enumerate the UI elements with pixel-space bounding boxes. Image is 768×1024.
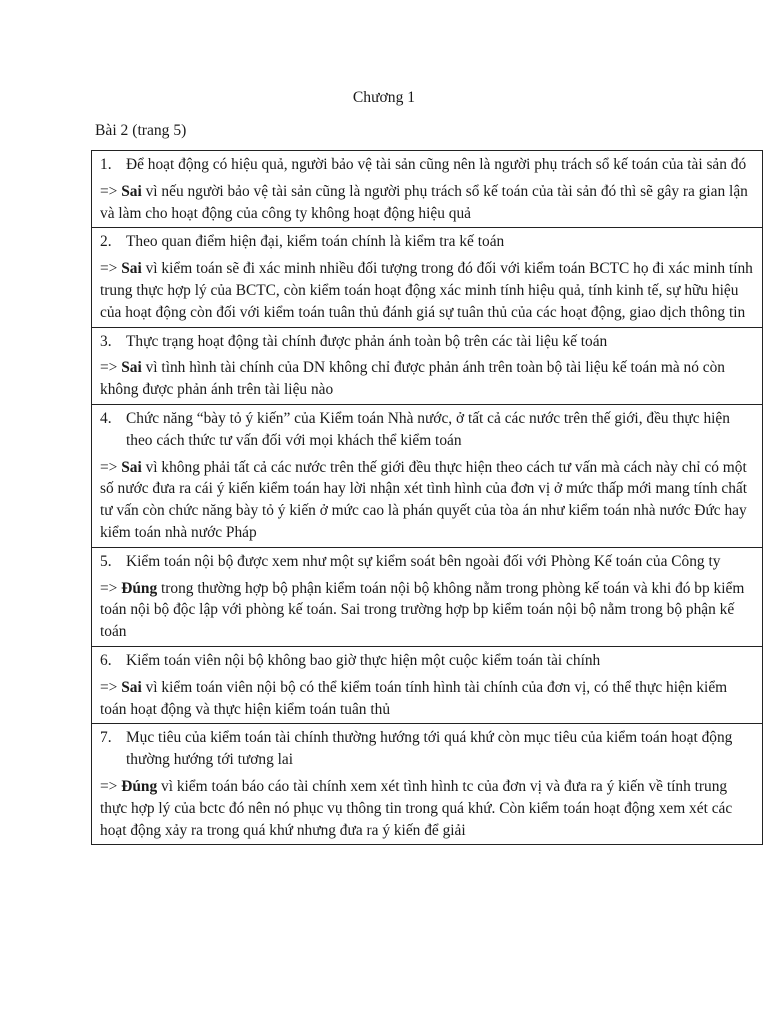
qa-cell	[92, 724, 763, 845]
answer-text: vì kiểm toán viên nội bộ có thể kiểm toán tính hình tài chính của đơn vị, có thể thực hiện kiểm toán hoạt động và thực hiện kiểm toán tuân thủ	[100, 678, 728, 718]
verdict-label: Đúng	[121, 777, 158, 795]
answer-arrow: =>	[100, 678, 122, 696]
qa-row	[92, 724, 763, 845]
question-number: 1.	[100, 156, 112, 173]
question	[100, 154, 754, 176]
question-text: Theo quan điểm hiện đại, kiểm toán chính là kiểm tra kế toán	[126, 233, 505, 251]
answer-arrow: =>	[100, 260, 122, 278]
answer-arrow: =>	[100, 182, 122, 200]
qa-row	[92, 547, 763, 646]
question	[100, 551, 754, 573]
question-number: 7.	[100, 729, 112, 747]
question	[100, 408, 754, 452]
answer-text: trong thường hợp bộ phận kiểm toán nội bộ không nằm trong phòng kế toán và khi đó bp kiểm toán nội bộ độc lập với phòng kế toán. Sai trong trường hợp bp kiểm toán nội bộ nằm trong bộ phận kế toán	[100, 579, 745, 641]
question-text: Kiểm toán nội bộ được xem như một sự kiểm soát bên ngoài đối với Phòng Kế toán của Công ty	[126, 552, 721, 570]
qa-cell	[92, 404, 763, 547]
question	[100, 331, 754, 353]
answer-text: vì không phải tất cả các nước trên thế giới đều thực hiện theo cách tư vấn mà cách này chỉ có một số nước đưa ra cái ý kiến kiểm toán hay lời nhận xét tình hình của đơn vị ở mức thấp mới mang tính chất tư vấn còn chức năng bày tỏ ý kiến ở mức cao là phán quyết của tòa án như kiểm toán nhà nước Đức hay kiểm toán nhà nước Pháp	[100, 458, 747, 541]
question-text: Kiểm toán viên nội bộ không bao giờ thực hiện một cuộc kiểm toán tài chính	[126, 651, 601, 669]
answer	[100, 258, 754, 323]
qa-row	[92, 151, 763, 228]
verdict-label: Sai	[121, 182, 142, 200]
question-number: 6.	[100, 651, 112, 669]
answer	[100, 181, 754, 225]
answer	[100, 357, 754, 401]
answer	[100, 677, 754, 721]
qa-cell	[92, 228, 763, 327]
answer-arrow: =>	[100, 359, 122, 377]
qa-row	[92, 228, 763, 327]
answer	[100, 578, 754, 643]
qa-row	[92, 327, 763, 404]
verdict-label: Sai	[121, 678, 142, 696]
answer-arrow: =>	[100, 579, 122, 597]
qa-row	[92, 646, 763, 723]
answer-arrow: =>	[100, 777, 122, 795]
answer-text: vì nếu người bảo vệ tài sản cũng là người phụ trách sổ kế toán của tài sản đó thì sẽ gây ra gian lận và làm cho hoạt động của công ty không hoạt động hiệu quả	[100, 182, 748, 222]
answer	[100, 457, 754, 544]
question	[100, 650, 754, 672]
qa-cell	[92, 151, 763, 228]
question	[100, 231, 754, 253]
verdict-label: Sai	[121, 359, 142, 377]
qa-cell	[92, 327, 763, 404]
question-text: Để hoạt động có hiệu quả, người bảo vệ tài sản cũng nên là người phụ trách sổ kế toán của tài sản đó	[126, 156, 747, 173]
question-text: Chức năng “bày tỏ ý kiến” của Kiểm toán Nhà nước, ở tất cả các nước trên thế giới, đều thực hiện theo cách thức tư vấn đối với mọi khách thể kiểm toán	[126, 409, 730, 449]
answer-text: vì kiểm toán sẽ đi xác minh nhiều đối tượng trong đó đối với kiểm toán BCTC họ đi xác minh tính trung thực hợp lý của BCTC, còn kiểm toán hoạt động xác minh tính hiệu quả, tính kinh tế, sự hữu hiệu của hoạt động còn đối với kiểm toán tuân thủ đánh giá sự tuân thủ của các hoạt động, giao dịch thông tin	[100, 260, 753, 321]
verdict-label: Sai	[121, 458, 142, 476]
verdict-label: Sai	[121, 260, 142, 278]
answer-text: vì kiểm toán báo cáo tài chính xem xét tình hình tc của đơn vị và đưa ra ý kiến về tính trung thực hợp lý của bctc đó nên nó phục vụ thông tin trong quá khứ. Còn kiểm toán hoạt động xem xét các hoạt động xảy ra trong quá khứ nhưng đưa ra ý kiến để giải	[100, 777, 733, 839]
exercise-subtitle: Bài 2 (trang 5)	[95, 122, 187, 139]
qa-cell	[92, 646, 763, 723]
chapter-title: Chương 1	[352, 89, 416, 106]
question-number: 3.	[100, 332, 112, 350]
question-text: Thực trạng hoạt động tài chính được phản ánh toàn bộ trên các tài liệu kế toán	[126, 332, 608, 350]
verdict-label: Đúng	[121, 579, 158, 597]
qa-cell	[92, 547, 763, 646]
question-number: 5.	[100, 552, 112, 570]
answer-arrow: =>	[100, 458, 122, 476]
qa-row	[92, 404, 763, 547]
qa-table-body	[92, 151, 763, 845]
question	[100, 727, 754, 771]
question-number: 2.	[100, 233, 112, 251]
answer-text: vì tình hình tài chính của DN không chỉ được phản ánh trên toàn bộ tài liệu kế toán mà nó còn không được phản ánh trên tài liệu nào	[100, 359, 725, 399]
qa-table	[91, 150, 763, 845]
answer	[100, 776, 754, 841]
question-number: 4.	[100, 409, 112, 427]
question-text: Mục tiêu của kiểm toán tài chính thường hướng tới quá khứ còn mục tiêu của kiểm toán hoạt động thường hướng tới tương lai	[126, 729, 733, 769]
